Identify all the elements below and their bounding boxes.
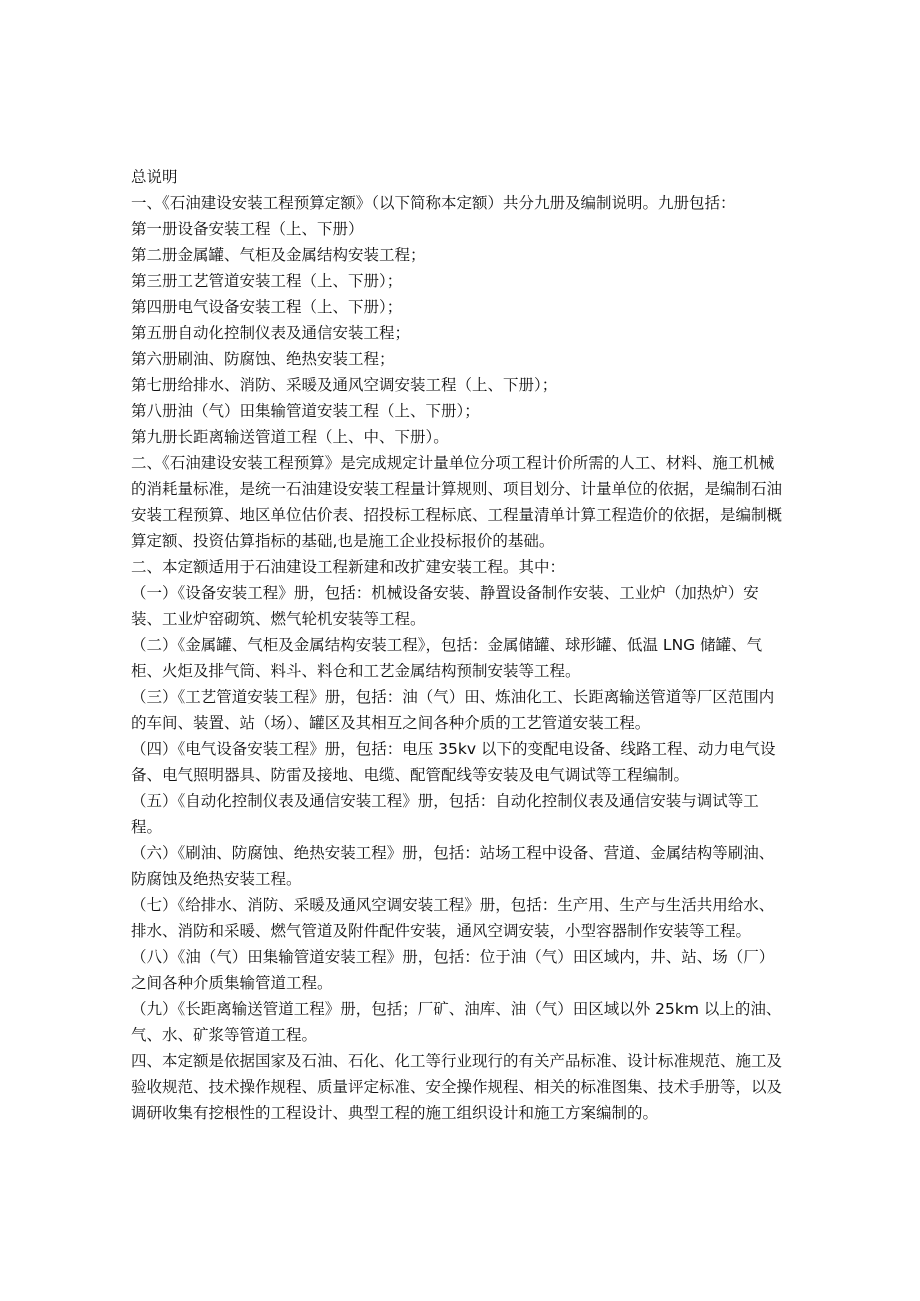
scope-item-2 <box>131 632 791 684</box>
paragraph-line: 气、水、矿浆等管道工程。 <box>131 1026 318 1044</box>
scope-item-1 <box>131 580 791 632</box>
paragraph-line: 二、《石油建设安装工程预算》是完成规定计量单位分项工程计价所需的人工、材料、施工机械 <box>131 454 775 472</box>
paragraph-line: 备、电气照明器具、防雷及接地、电缆、配管配线等安装及电气调试等工程编制。 <box>131 766 690 784</box>
paragraph-line: 验收规范、技术操作规程、质量评定标准、安全操作规程、相关的标准图集、技术手册等，以及 <box>131 1078 783 1096</box>
volume-5: 第五册自动化控制仪表及通信安装工程； <box>131 324 411 342</box>
section-scope-heading: 二、本定额适用于石油建设工程新建和改扩建安装工程。其中： <box>131 558 566 576</box>
volume-6: 第六册刷油、防腐蚀、绝热安装工程； <box>131 350 395 368</box>
paragraph-line: （一）《设备安装工程》册，包括：机械设备安装、静置设备制作安装、工业炉（加热炉）安 <box>131 584 759 602</box>
section-two-paragraph <box>131 450 791 554</box>
paragraph-line: 程。 <box>131 818 163 836</box>
paragraph-line: 柜、火炬及排气筒、料斗、料仓和工艺金属结构预制安装等工程。 <box>131 662 581 680</box>
document-title: 总说明 <box>131 168 178 186</box>
paragraph-line: 四、本定额是依据国家及石油、石化、化工等行业现行的有关产品标准、设计标准规范、施工及 <box>131 1052 783 1070</box>
paragraph-line: （三）《工艺管道安装工程》册，包括：油（气）田、炼油化工、长距离输送管道等厂区范围内 <box>131 688 775 706</box>
volume-1: 第一册设备安装工程（上、下册） <box>131 220 364 238</box>
volume-2: 第二册金属罐、气柜及金属结构安装工程； <box>131 246 426 264</box>
paragraph-line: 排水、消防和采暖、燃气管道及附件配件安装，通风空调安装，小型容器制作安装等工程。 <box>131 922 752 940</box>
paragraph-line: （八）《油（气）田集输管道安装工程》册，包括：位于油（气）田区域内，井、站、场（厂） <box>131 948 775 966</box>
paragraph-line: （四）《电气设备安装工程》册，包括：电压 35kv 以下的变配电设备、线路工程、动力电气设 <box>131 740 776 758</box>
document-body <box>131 164 791 1126</box>
paragraph-line: 之间各种介质集输管道工程。 <box>131 974 333 992</box>
scope-item-7 <box>131 892 791 944</box>
volume-8: 第八册油（气）田集输管道安装工程（上、下册）； <box>131 402 480 420</box>
section-four-paragraph <box>131 1048 791 1126</box>
scope-item-5 <box>131 788 791 840</box>
paragraph-line: 的车间、装置、站（场）、罐区及其相互之间各种介质的工艺管道安装工程。 <box>131 714 651 732</box>
scope-item-3 <box>131 684 791 736</box>
section-one-heading: 一、《石油建设安装工程预算定额》（以下简称本定额）共分九册及编制说明。九册包括： <box>131 194 736 212</box>
paragraph-line: 装、工业炉窑砌筑、燃气轮机安装等工程。 <box>131 610 426 628</box>
volume-7: 第七册给排水、消防、采暖及通风空调安装工程（上、下册）； <box>131 376 558 394</box>
paragraph-line: （五）《自动化控制仪表及通信安装工程》册，包括：自动化控制仪表及通信安装与调试等工 <box>131 792 759 810</box>
volume-4: 第四册电气设备安装工程（上、下册）； <box>131 298 403 316</box>
paragraph-line: （二）《金属罐、气柜及金属结构安装工程》，包括：金属储罐、球形罐、低温 LNG 储罐、气 <box>131 636 763 654</box>
scope-item-8 <box>131 944 791 996</box>
paragraph-line: 的消耗量标准，是统一石油建设安装工程量计算规则、项目划分、计量单位的依据，是编制石油 <box>131 480 783 498</box>
paragraph-line: 调研收集有挖根性的工程设计、典型工程的施工组织设计和施工方案编制的。 <box>131 1104 659 1122</box>
volume-3: 第三册工艺管道安装工程（上、下册）； <box>131 272 403 290</box>
paragraph-line: （六）《刷油、防腐蚀、绝热安装工程》册，包括：站场工程中设备、营道、金属结构等刷油、 <box>131 844 775 862</box>
paragraph-line: 安装工程预算、地区单位估价表、招投标工程标底、工程量清单计算工程造价的依据，是编制概 <box>131 506 783 524</box>
paragraph-line: （七）《给排水、消防、采暖及通风空调安装工程》册，包括：生产用、生产与生活共用给水、 <box>131 896 775 914</box>
paragraph-line: 防腐蚀及绝热安装工程。 <box>131 870 302 888</box>
paragraph-line: （九）《长距离输送管道工程》册，包括；厂矿、油库、油（气）田区域以外 25km 以上的油、 <box>131 1000 782 1018</box>
scope-item-6 <box>131 840 791 892</box>
scope-item-9 <box>131 996 791 1048</box>
volume-9: 第九册长距离输送管道工程（上、中、下册）。 <box>131 428 449 446</box>
paragraph-line: 算定额、投资估算指标的基础,也是施工企业投标报价的基础。 <box>131 532 555 550</box>
scope-item-4 <box>131 736 791 788</box>
